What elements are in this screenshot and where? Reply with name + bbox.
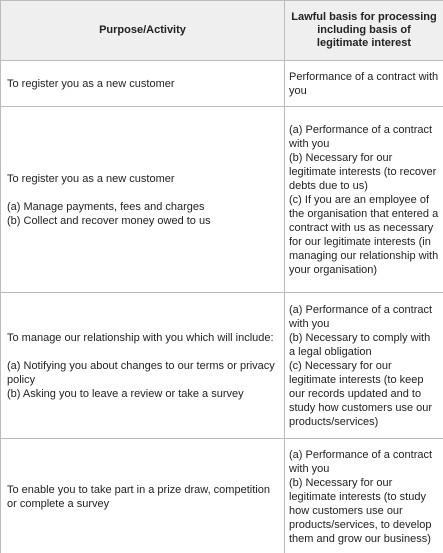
basis-cell [285,293,443,439]
purpose-cell [1,439,285,553]
table-row [1,293,443,439]
basis-text: Performance of a contract with you [289,70,439,97]
table-row [1,439,443,553]
purpose-spacer [7,345,278,359]
purpose-text: To manage our relationship with you which will include: [7,331,274,344]
basis-text: (a) Performance of a contract with you [289,303,433,330]
basis-text: (c) Necessary for our legitimate interests (to keep our records updated and to study how customers use our products/services) [289,359,433,428]
purpose-text: To register you as a new customer [7,77,175,90]
purpose-text: (b) Collect and recover money owed to us [7,214,211,227]
basis-cell [285,61,443,107]
table-row [1,61,443,107]
purpose-text: To register you as a new customer [7,172,175,185]
header-purpose-activity: Purpose/Activity [1,1,285,61]
basis-cell [285,439,443,553]
basis-text: (a) Performance of a contract with you [289,123,433,150]
purpose-cell [1,107,285,293]
basis-text: (a) Performance of a contract with you [289,448,433,475]
table-row [1,107,443,293]
purpose-cell [1,293,285,439]
purpose-text: (a) Manage payments, fees and charges [7,200,205,213]
purpose-cell [1,61,285,107]
purpose-spacer [7,186,278,200]
purpose-text: (b) Asking you to leave a review or take a survey [7,387,244,400]
purpose-text: To enable you to take part in a prize draw, competition or complete a survey [7,483,270,510]
basis-text: (b) Necessary for our legitimate interests (to study how customers use our products/services, to develop them and grow our business) [289,476,432,545]
header-lawful-basis: Lawful basis for processing including basis of legitimate interest [285,1,443,61]
basis-text: (b) Necessary to comply with a legal obligation [289,331,431,358]
table-header-row [1,1,443,61]
purpose-text: (a) Notifying you about changes to our terms or privacy policy [7,359,275,386]
basis-text: (c) If you are an employee of the organisation that entered a contract with us as necessary for our legitimate interests (in managing our relationship with your organisation) [289,193,439,276]
basis-text: (b) Necessary for our legitimate interests (to recover debts due to us) [289,151,437,192]
basis-cell [285,107,443,293]
